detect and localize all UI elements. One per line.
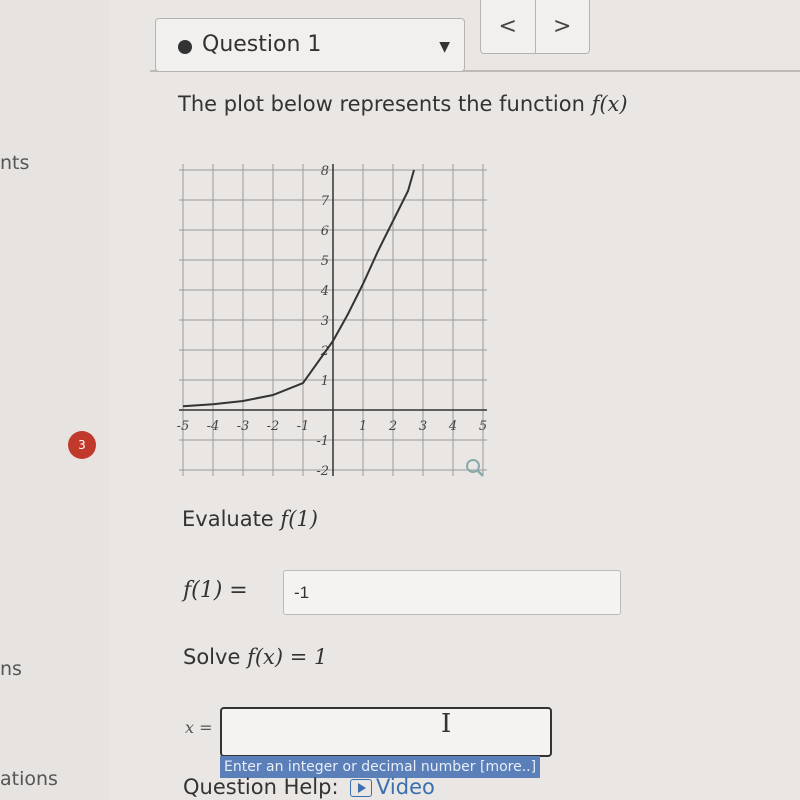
next-question-button[interactable]: > xyxy=(535,0,590,53)
evaluate-instruction xyxy=(182,507,318,531)
y-tick-label: 3 xyxy=(320,314,329,329)
notification-badge[interactable]: 3 xyxy=(68,431,96,459)
x-tick-label: 3 xyxy=(418,419,428,434)
x-tick-label: -5 xyxy=(176,419,190,434)
y-tick-label: -1 xyxy=(316,434,329,449)
function-curve xyxy=(183,170,414,406)
x-tick-label: -3 xyxy=(236,419,250,434)
x-answer-input[interactable] xyxy=(220,707,552,757)
y-tick-label: 7 xyxy=(320,194,329,209)
prompt-text: The plot below represents the function xyxy=(178,92,585,116)
y-tick-label: 5 xyxy=(320,254,329,269)
y-tick-label: -2 xyxy=(316,464,329,479)
y-tick-label: 1 xyxy=(320,374,329,389)
evaluate-expression: f(1) xyxy=(280,507,318,531)
f1-answer-input[interactable] xyxy=(283,570,621,615)
evaluate-label: Evaluate xyxy=(182,507,274,531)
question-prompt xyxy=(178,92,628,116)
x-tick-label: 2 xyxy=(388,419,398,434)
previous-question-button[interactable]: < xyxy=(498,14,517,39)
question-content xyxy=(175,0,800,800)
solve-label: Solve xyxy=(183,645,241,669)
x-answer-label: x = xyxy=(185,718,213,737)
video-help-link[interactable] xyxy=(350,775,435,799)
x-tick-label: -1 xyxy=(296,419,310,434)
solve-instruction xyxy=(183,645,327,669)
text-cursor-icon: I xyxy=(441,709,452,739)
question-help-label: Question Help: xyxy=(183,775,339,799)
y-tick-label: 8 xyxy=(320,164,329,179)
x-tick-label: -2 xyxy=(266,419,280,434)
sidebar-item-label-1[interactable]: nts xyxy=(0,152,30,174)
prompt-function: f(x) xyxy=(591,92,628,116)
function-graph xyxy=(175,150,495,480)
question-label: Question 1 xyxy=(202,32,322,57)
y-tick-label: 2 xyxy=(320,344,329,359)
x-tick-label: 5 xyxy=(478,419,488,434)
sidebar-item-label-2[interactable]: ns xyxy=(0,658,22,680)
input-hint-tooltip: Enter an integer or decimal number [more..] xyxy=(220,756,540,778)
y-tick-label: 4 xyxy=(320,284,329,299)
x-tick-label: 4 xyxy=(448,419,458,434)
solve-expression: f(x) = 1 xyxy=(247,645,328,669)
play-icon xyxy=(350,779,372,797)
left-sidebar xyxy=(0,0,110,800)
zoom-icon-handle xyxy=(477,470,483,476)
sidebar-item-label-3[interactable]: ations xyxy=(0,768,58,790)
x-tick-label: -4 xyxy=(206,419,220,434)
chevron-down-icon: ▼ xyxy=(439,39,450,55)
y-tick-label: 6 xyxy=(320,224,329,239)
f1-answer-label: f(1) = xyxy=(183,578,248,603)
x-tick-label: 1 xyxy=(358,419,368,434)
video-link-label: Video xyxy=(376,775,435,799)
